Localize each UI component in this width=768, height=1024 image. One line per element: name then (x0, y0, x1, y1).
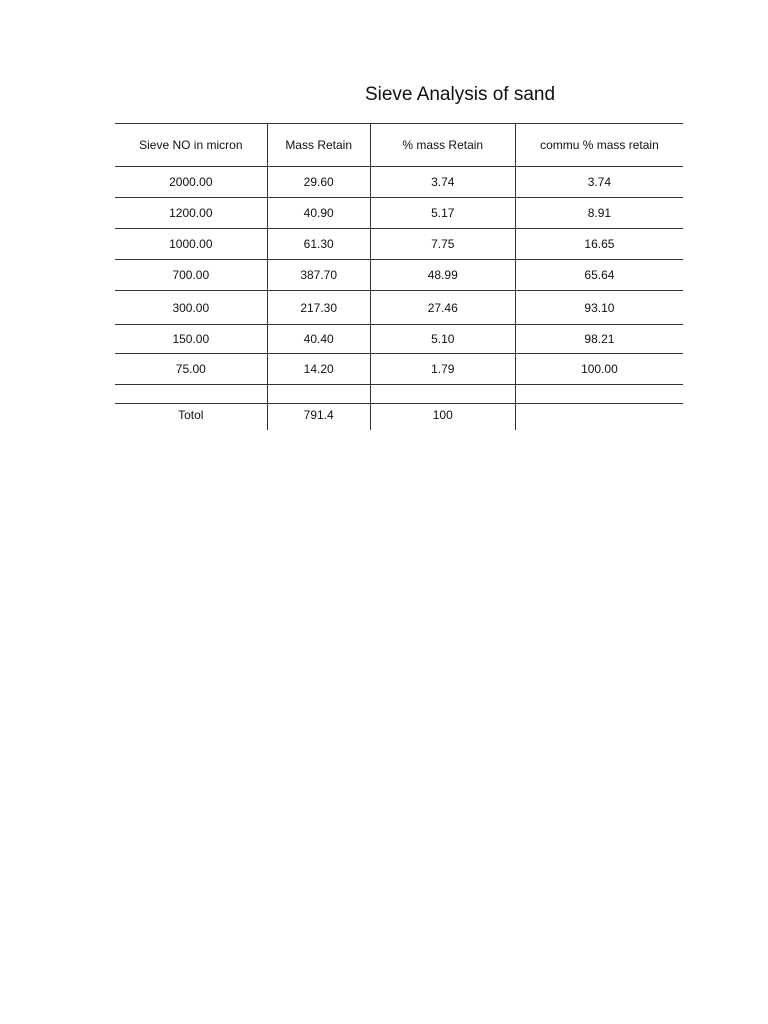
cell-sieve-no: 700.00 (115, 260, 267, 291)
cell-mass-retain: 387.70 (267, 260, 370, 291)
cell-cumulative-percent: 93.10 (515, 291, 683, 325)
blank-cell (370, 385, 515, 404)
cell-percent-mass-retain: 7.75 (370, 229, 515, 260)
total-mass-retain: 791.4 (267, 404, 370, 431)
total-percent-mass-retain: 100 (370, 404, 515, 431)
cell-sieve-no: 300.00 (115, 291, 267, 325)
total-row (115, 404, 683, 431)
cell-mass-retain: 40.90 (267, 198, 370, 229)
table-row (115, 325, 683, 354)
cell-cumulative-percent: 16.65 (515, 229, 683, 260)
table-header-row (115, 124, 683, 167)
cell-sieve-no: 1200.00 (115, 198, 267, 229)
table-row (115, 354, 683, 385)
table-row (115, 167, 683, 198)
cell-cumulative-percent: 65.64 (515, 260, 683, 291)
cell-mass-retain: 40.40 (267, 325, 370, 354)
blank-cell (267, 385, 370, 404)
header-percent-mass-retain: % mass Retain (370, 124, 515, 167)
header-sieve-no: Sieve NO in micron (115, 124, 267, 167)
cell-percent-mass-retain: 1.79 (370, 354, 515, 385)
cell-cumulative-percent: 98.21 (515, 325, 683, 354)
page-title: Sieve Analysis of sand (364, 84, 556, 105)
blank-row (115, 385, 683, 404)
cell-percent-mass-retain: 3.74 (370, 167, 515, 198)
cell-cumulative-percent: 100.00 (515, 354, 683, 385)
cell-percent-mass-retain: 5.10 (370, 325, 515, 354)
cell-percent-mass-retain: 27.46 (370, 291, 515, 325)
blank-cell (115, 385, 267, 404)
table-row (115, 198, 683, 229)
cell-cumulative-percent: 3.74 (515, 167, 683, 198)
table-row (115, 291, 683, 325)
cell-percent-mass-retain: 48.99 (370, 260, 515, 291)
cell-mass-retain: 61.30 (267, 229, 370, 260)
header-cumulative-percent: commu % mass retain (515, 124, 683, 167)
cell-mass-retain: 217.30 (267, 291, 370, 325)
sieve-analysis-table-container (115, 123, 683, 430)
cell-mass-retain: 14.20 (267, 354, 370, 385)
cell-sieve-no: 1000.00 (115, 229, 267, 260)
table-row (115, 229, 683, 260)
header-mass-retain: Mass Retain (267, 124, 370, 167)
total-cumulative-percent (515, 404, 683, 431)
cell-cumulative-percent: 8.91 (515, 198, 683, 229)
cell-sieve-no: 150.00 (115, 325, 267, 354)
blank-cell (515, 385, 683, 404)
total-label: Totol (178, 408, 204, 422)
cell-sieve-no: 75.00 (115, 354, 267, 385)
sieve-analysis-table (115, 124, 683, 430)
cell-sieve-no: 2000.00 (115, 167, 267, 198)
cell-mass-retain: 29.60 (267, 167, 370, 198)
table-row (115, 260, 683, 291)
cell-percent-mass-retain: 5.17 (370, 198, 515, 229)
